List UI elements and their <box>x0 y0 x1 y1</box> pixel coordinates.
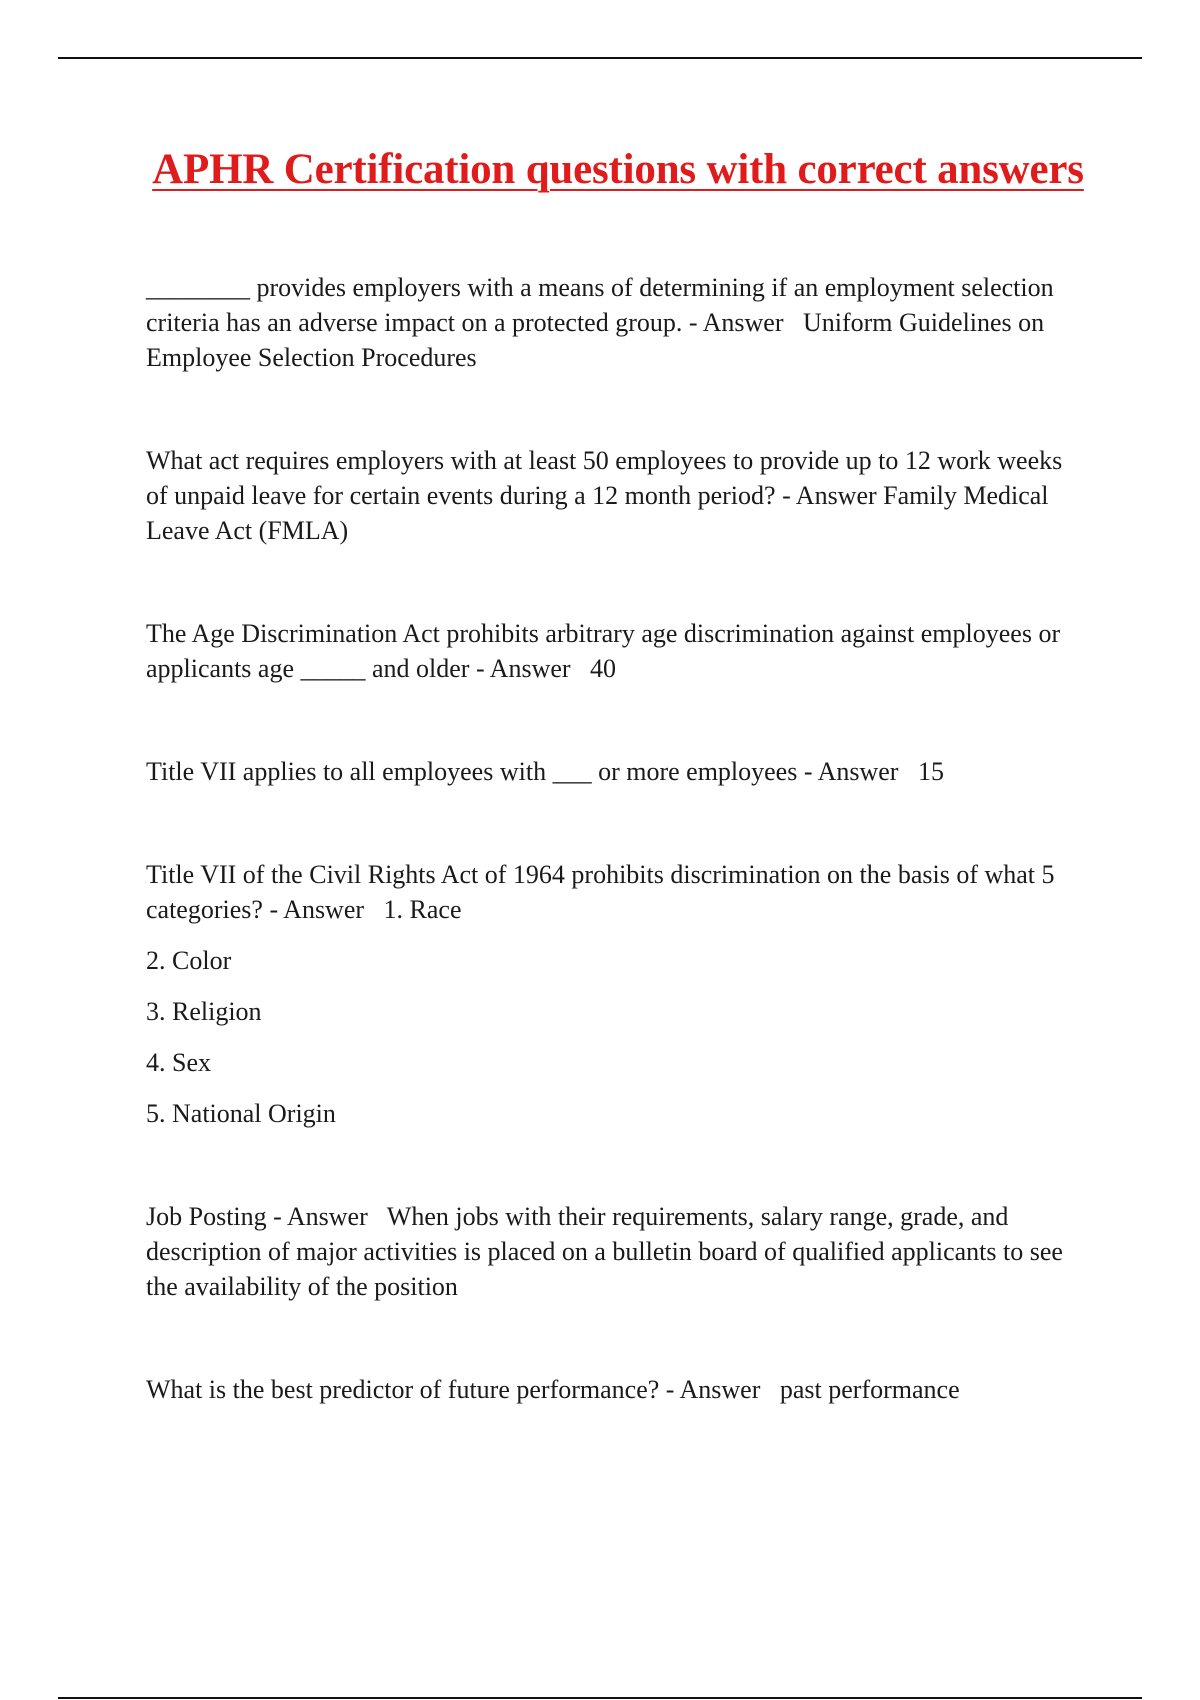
qa-question: ________ provides employers with a means of determining if an employment selection criteria has an adverse impact on a protected group. <box>146 273 1054 337</box>
qa-answer: past performance <box>779 1375 960 1404</box>
page-title: APHR Certification questions with correct answers <box>152 146 1084 193</box>
qa-answer: Family Medical Leave Act (FMLA) <box>146 481 1049 545</box>
qa-separator: - Answer <box>688 308 784 337</box>
top-rule <box>58 57 1142 59</box>
qa-separator: - Answer <box>475 654 571 683</box>
qa-item-7 <box>146 1372 1086 1407</box>
qa-question: Title VII of the Civil Rights Act of 1964 prohibits discrimination on the basis of what 5 categories? <box>146 860 1055 924</box>
qa-list <box>146 270 1086 1407</box>
list-item: 4. Sex <box>146 1048 211 1077</box>
qa-item-1 <box>146 270 1086 375</box>
qa-separator: - Answer <box>269 895 365 924</box>
qa-question: What is the best predictor of future performance? <box>146 1375 660 1404</box>
qa-item-6 <box>146 1199 1086 1304</box>
qa-answer: Uniform Guidelines on Employee Selection Procedures <box>146 308 1045 372</box>
list-item: 2. Color <box>146 946 232 975</box>
list-item: 3. Religion <box>146 997 262 1026</box>
qa-question: Title VII applies to all employees with ___ or more employees <box>146 757 798 786</box>
qa-question: What act requires employers with at least 50 employees to provide up to 12 work weeks of unpaid leave for certain events during a 12 month period? <box>146 446 1063 510</box>
qa-item-4 <box>146 754 1086 789</box>
qa-item-5 <box>146 857 1086 927</box>
qa-answer: 40 <box>590 654 617 683</box>
qa-question: The Age Discrimination Act prohibits arbitrary age discrimination against employees or applicants age _____ and older <box>146 619 1061 683</box>
qa-question: Job Posting <box>146 1202 267 1231</box>
qa-separator: - Answer <box>803 757 899 786</box>
qa-answer: When jobs with their requirements, salary range, grade, and description of major activities is placed on a bulletin board of qualified applicants to see the availability of the position <box>146 1202 1063 1301</box>
qa-item-2 <box>146 443 1086 548</box>
qa-separator: - Answer <box>665 1375 761 1404</box>
qa-separator: - Answer <box>782 481 877 510</box>
qa-item-3 <box>146 616 1086 686</box>
qa-answer: 1. Race <box>383 895 462 924</box>
bottom-rule <box>58 1697 1142 1699</box>
qa-separator: - Answer <box>273 1202 368 1231</box>
qa-answer: 15 <box>917 757 944 786</box>
list-item: 5. National Origin <box>146 1099 336 1128</box>
